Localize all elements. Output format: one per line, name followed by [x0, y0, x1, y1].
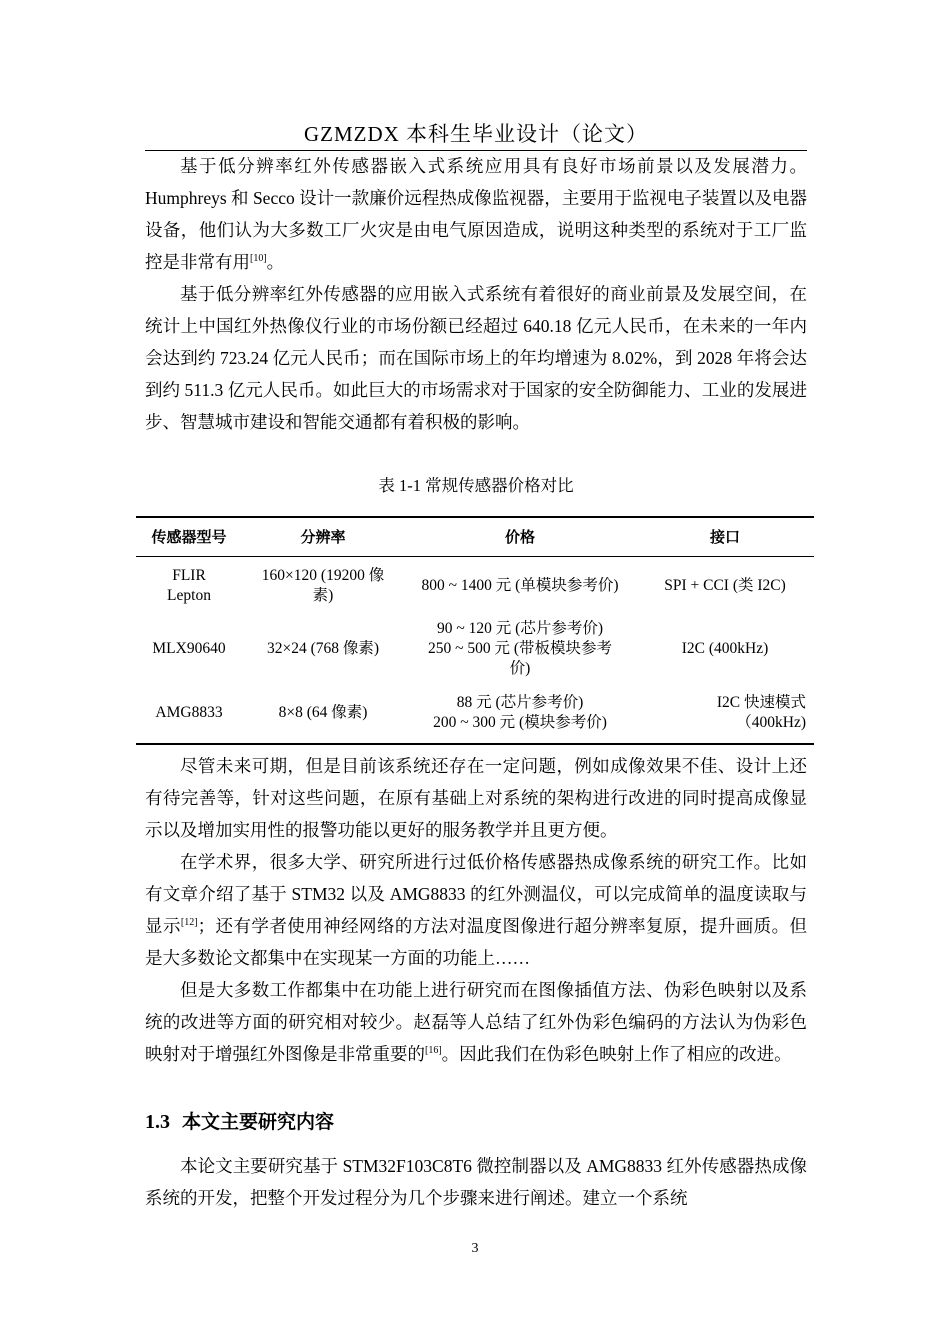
cell-model: FLIR Lepton — [167, 567, 211, 604]
cell-resolution: 160×120 (19200 像素) — [261, 567, 385, 604]
cell-model: AMG8833 — [136, 683, 242, 744]
cell-resolution: 8×8 (64 像素) — [242, 683, 404, 744]
price-line: 88 元 (芯片参考价) — [456, 694, 584, 711]
cell-resolution: 32×24 (768 像素) — [266, 640, 380, 657]
paragraph-text: 基于低分辨率红外传感器嵌入式系统应用具有良好市场前景以及发展潜力。Humphreys 和 Secco 设计一款廉价远程热成像监视器，主要用于监视电子装置以及电器设备，他们认为大多数工厂火灾是由电气原因造成，说明这种类型的系统对于工厂监控是非常有用 — [145, 156, 807, 272]
page-header: GZMZDX 本科生毕业设计（论文） — [145, 118, 807, 151]
paragraph: 本论文主要研究基于 STM32F103C8T6 微控制器以及 AMG8833 红外传感器热成像系统的开发，把整个开发过程分为几个步骤来进行阐述。建立一个系统 — [145, 1156, 807, 1208]
column-header: 价格 — [404, 517, 636, 557]
table-row — [136, 683, 814, 744]
section-title: 本文主要研究内容 — [182, 1111, 335, 1133]
table-header-row — [136, 517, 814, 557]
sensor-price-table — [136, 516, 814, 745]
price-line: 800 ~ 1400 元 (单模块参考价) — [421, 577, 619, 594]
citation[interactable]: [16] — [425, 1045, 442, 1057]
price-line: 200 ~ 300 元 (模块参考价) — [433, 714, 607, 731]
paragraph: 基于低分辨率红外传感器的应用嵌入式系统有着很好的商业前景及发展空间，在统计上中国红外热像仪行业的市场份额已经超过 640.18 亿元人民币，在未来的一年内会达到约 723.24 亿元人民币；而在国际市场上的年均增速为 8.02%，到 2028 年将会达到约 511.3 亿元人民币。如此巨大的市场需求对于国家的安全防御能力、工业的发展进步、智慧城市建设和智能交通都有着积极的影响。 — [145, 284, 807, 432]
citation[interactable]: [12] — [180, 917, 198, 929]
citation[interactable]: [10] — [250, 253, 267, 265]
table-caption: 表 1-1 常规传感器价格对比 — [378, 476, 574, 495]
paragraph: 尽管未来可期，但是目前该系统还存在一定问题，例如成像效果不佳、设计上还有待完善等，针对这些问题，在原有基础上对系统的架构进行改进的同时提高成像显示以及增加实用性的报警功能以更好的服务教学并且更方便。 — [145, 756, 807, 840]
paragraph — [145, 974, 807, 1070]
table-row — [136, 615, 814, 683]
body-bottom — [145, 1150, 807, 1214]
price-line: 250 ~ 500 元 (带板模块参考价) — [427, 640, 613, 677]
section-heading — [145, 1106, 334, 1138]
cell-interface: I2C 快速模式（400kHz) — [636, 683, 814, 744]
cell-price — [404, 615, 636, 683]
cell-interface: SPI + CCI (类 I2C) — [664, 577, 786, 594]
price-line: 90 ~ 120 元 (芯片参考价) — [437, 620, 603, 637]
paragraph-text: 。因此我们在伪彩色映射上作了相应的改进。 — [441, 1044, 792, 1064]
section-number: 1.3 — [145, 1111, 170, 1133]
column-header: 传感器型号 — [136, 517, 242, 557]
cell-price — [404, 683, 636, 744]
paragraph-text: 在学术界，很多大学、研究所进行过低价格传感器热成像系统的研究工作。比如有文章介绍了基于 STM32 以及 AMG8833 的红外测温仪，可以完成简单的温度读取与显示 — [145, 852, 807, 936]
column-header: 接口 — [636, 517, 814, 557]
column-header: 分辨率 — [242, 517, 404, 557]
paragraph-text: 但是大多数工作都集中在功能上进行研究而在图像插值方法、伪彩色映射以及系统的改进等方面的研究相对较少。赵磊等人总结了红外伪彩色编码的方法认为伪彩色映射对于增强红外图像是非常重要的 — [145, 980, 807, 1064]
paragraph-text: ；还有学者使用神经网络的方法对温度图像进行超分辨率复原，提升画质。但是大多数论文都集中在实现某一方面的功能上…… — [145, 916, 808, 968]
cell-interface: I2C (400kHz) — [681, 640, 769, 657]
cell-model: MLX90640 — [152, 640, 226, 657]
page-number: 3 — [471, 1241, 479, 1256]
body-top — [145, 150, 807, 438]
cell-price — [404, 557, 636, 616]
paragraph — [145, 150, 807, 278]
body-mid — [145, 750, 807, 1070]
paragraph-text: 。 — [266, 252, 285, 272]
paragraph — [145, 846, 807, 974]
table-row — [136, 557, 814, 616]
